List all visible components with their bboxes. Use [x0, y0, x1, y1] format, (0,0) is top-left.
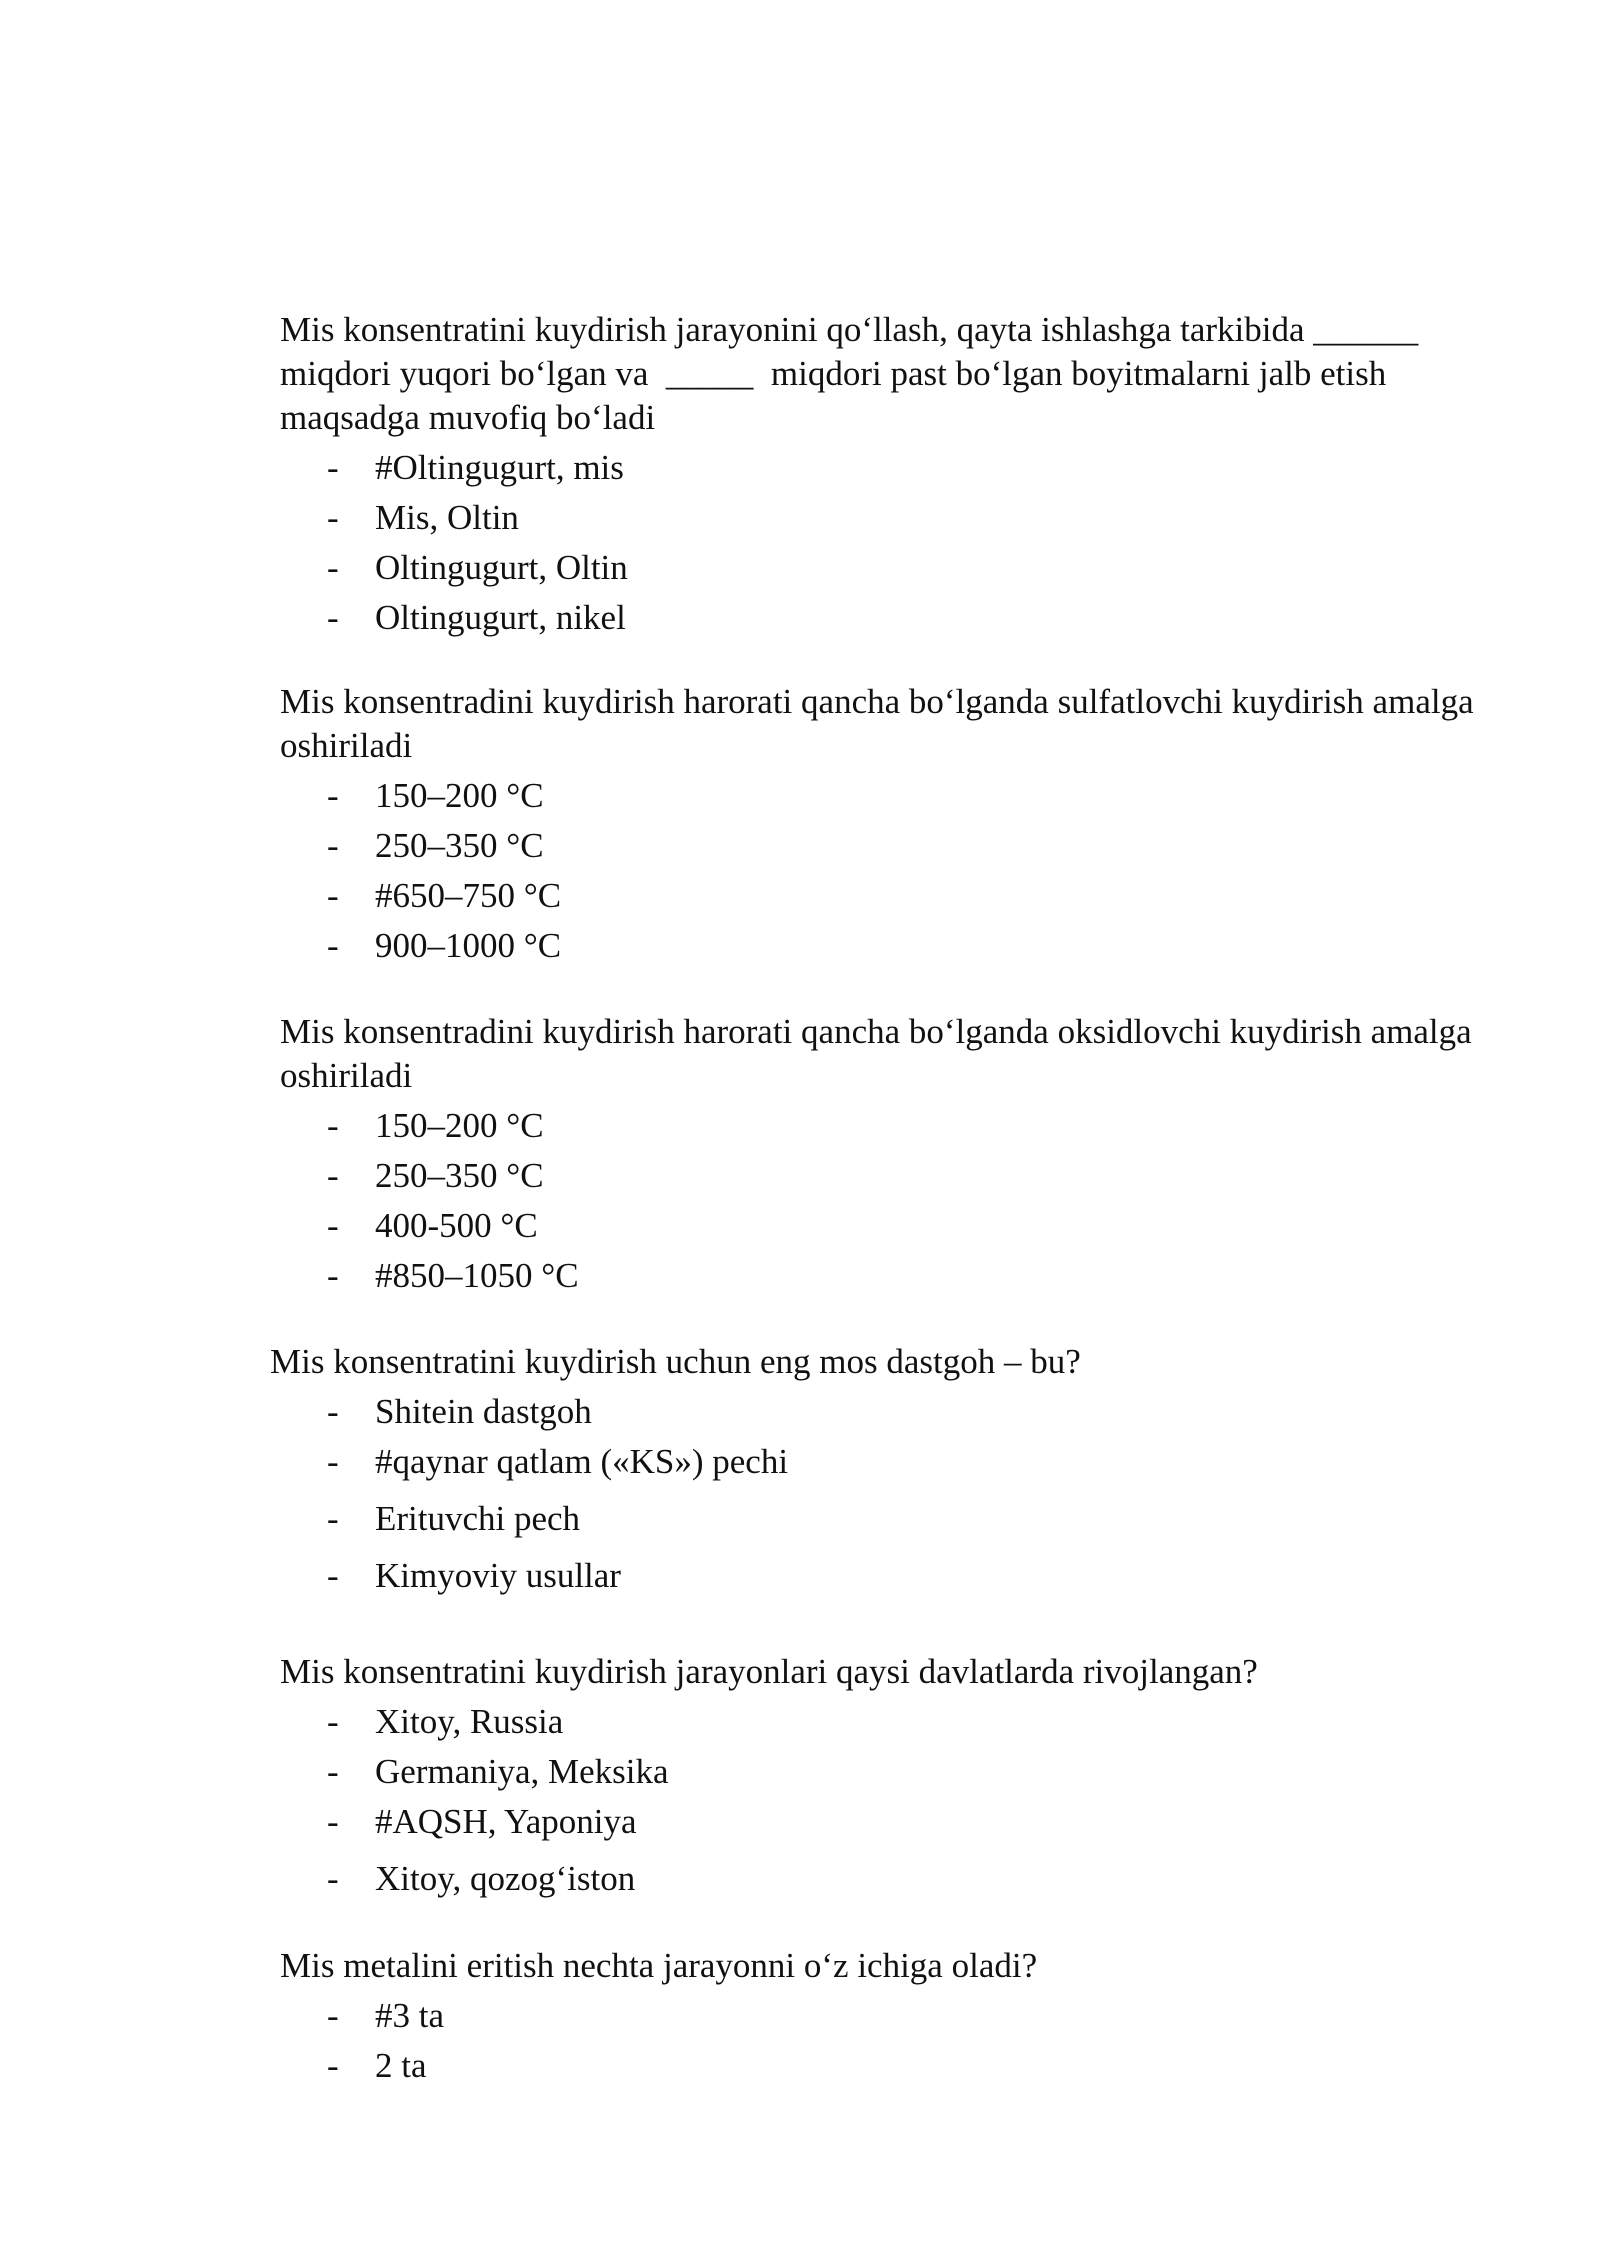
dash-bullet: -	[327, 1752, 339, 1791]
answer-option: - 150–200 °C	[280, 774, 1480, 818]
dash-bullet: -	[327, 1556, 339, 1595]
dash-bullet: -	[327, 498, 339, 537]
answer-options	[280, 774, 1480, 968]
answer-options	[280, 1390, 1470, 1598]
dash-bullet: -	[327, 548, 339, 587]
question-5	[280, 1650, 1480, 1901]
dash-bullet: -	[327, 1156, 339, 1195]
dash-bullet: -	[327, 1206, 339, 1245]
dash-bullet: -	[327, 448, 339, 487]
answer-option: - Erituvchi pech	[280, 1497, 1470, 1541]
answer-option: - 250–350 °C	[280, 1154, 1480, 1198]
answer-option: - #3 ta	[280, 1994, 1480, 2038]
dash-bullet: -	[327, 776, 339, 815]
answer-option: - Shitein dastgoh	[280, 1390, 1470, 1434]
answer-option: - 900–1000 °C	[280, 924, 1480, 968]
answer-option: - Xitoy, qozog‘iston	[280, 1857, 1480, 1901]
dash-bullet: -	[327, 598, 339, 637]
answer-option: - Oltingugurt, nikel	[280, 596, 1480, 640]
answer-option: - #AQSH, Yaponiya	[280, 1800, 1480, 1844]
answer-options	[280, 446, 1480, 640]
question-1	[280, 308, 1480, 640]
answer-option: - 150–200 °C	[280, 1104, 1480, 1148]
question-2	[280, 680, 1483, 968]
answer-option: - #850–1050 °C	[280, 1254, 1480, 1298]
question-text: Mis konsentradini kuydirish harorati qancha bo‘lganda sulfatlovchi kuydirish amalga oshiriladi	[280, 682, 1483, 765]
dash-bullet: -	[327, 876, 339, 915]
answer-option: - Oltingugurt, Oltin	[280, 546, 1480, 590]
answer-option: - Germaniya, Meksika	[280, 1750, 1480, 1794]
question-3	[280, 1010, 1480, 1298]
answer-option: - #Oltingugurt, mis	[280, 446, 1480, 490]
dash-bullet: -	[327, 1442, 339, 1481]
answer-option: - #qaynar qatlam («KS») pechi	[280, 1440, 1470, 1484]
question-4	[270, 1340, 1470, 1598]
answer-option: - Kimyoviy usullar	[280, 1554, 1470, 1598]
question-text: Mis konsentratini kuydirish jarayonlari qaysi davlatlarda rivojlangan?	[280, 1652, 1258, 1691]
dash-bullet: -	[327, 1996, 339, 2035]
dash-bullet: -	[327, 826, 339, 865]
answer-option: - #650–750 °C	[280, 874, 1480, 918]
answer-option: - Mis, Oltin	[280, 496, 1480, 540]
question-text: Mis konsentradini kuydirish harorati qancha bo‘lganda oksidlovchi kuydirish amalga oshiriladi	[280, 1012, 1481, 1095]
answer-option: - 2 ta	[280, 2044, 1480, 2088]
answer-options	[280, 1994, 1480, 2088]
question-6	[280, 1944, 1480, 2088]
question-text: Mis metalini eritish nechta jarayonni o‘z ichiga oladi?	[280, 1946, 1038, 1985]
answer-option: - 400-500 °C	[280, 1204, 1480, 1248]
dash-bullet: -	[327, 1859, 339, 1898]
dash-bullet: -	[327, 1106, 339, 1145]
question-text: Mis konsentratini kuydirish uchun eng mos dastgoh – bu?	[270, 1342, 1081, 1381]
dash-bullet: -	[327, 1499, 339, 1538]
answer-option: - Xitoy, Russia	[280, 1700, 1480, 1744]
dash-bullet: -	[327, 2046, 339, 2085]
dash-bullet: -	[327, 1256, 339, 1295]
answer-option: - 250–350 °C	[280, 824, 1480, 868]
dash-bullet: -	[327, 1702, 339, 1741]
dash-bullet: -	[327, 1392, 339, 1431]
answer-options	[280, 1104, 1480, 1298]
dash-bullet: -	[327, 926, 339, 965]
dash-bullet: -	[327, 1802, 339, 1841]
question-text: Mis konsentratini kuydirish jarayonini qo‘llash, qayta ishlashga tarkibida ______ miqdori yuqori bo‘lgan va _____ miqdori past bo‘lgan boyitmalarni jalb etish maqsadga muvofiq bo‘ladi	[280, 310, 1436, 437]
answer-options	[280, 1700, 1480, 1901]
